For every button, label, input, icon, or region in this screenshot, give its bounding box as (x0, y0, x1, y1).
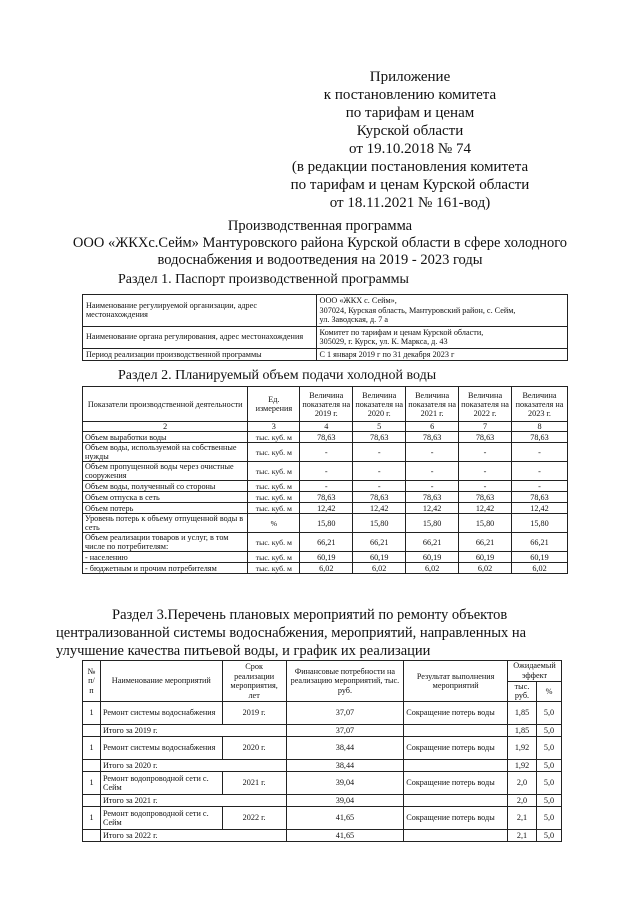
value-cell: 78,63 (512, 432, 568, 443)
total-finance: 39,04 (286, 795, 404, 807)
measure-result: Сокращение потерь воды (404, 772, 508, 795)
section3-heading-line: улучшение качества питьевой воды, и график их реализации (56, 643, 431, 659)
measure-finance: 41,65 (286, 807, 404, 830)
column-header: Величина показателя на 2022 г. (459, 387, 512, 422)
value-cell: - (353, 481, 406, 492)
effect-pct: 5,0 (536, 807, 561, 830)
value-cell: 15,80 (512, 514, 568, 533)
column-header: Величина показателя на 2020 г. (353, 387, 406, 422)
repair-measures-table (82, 660, 562, 842)
table-row (83, 443, 568, 462)
row-number: 1 (83, 807, 101, 830)
value-cell: 78,63 (406, 492, 459, 503)
value-cell: 78,63 (406, 432, 459, 443)
passport-value-line: С 1 января 2019 г по 31 декабря 2023 г (319, 349, 455, 359)
measure-name: Ремонт системы водоснабжения (100, 702, 222, 725)
value-cell: - (406, 443, 459, 462)
value-cell: - (512, 481, 568, 492)
measure-year: 2021 г. (222, 772, 286, 795)
column-header: Показатели производственной деятельности (83, 387, 248, 422)
passport-value-line: ул. Заводская, д. 7 а (319, 315, 389, 324)
value-cell: 60,19 (459, 552, 512, 563)
value-cell: - (459, 481, 512, 492)
table-row (83, 481, 568, 492)
program-title-line: водоснабжения и водоотведения на 2019 - 2023 годы (157, 252, 483, 268)
section3-heading-line: централизованной системы водоснабжения, мероприятий, направленных на (56, 625, 527, 641)
value-cell: 12,42 (512, 503, 568, 514)
table-row (83, 702, 562, 725)
passport-label: Период реализации производственной программы (83, 348, 317, 361)
appendix-line: к постановлению комитета (323, 87, 497, 103)
effect-pct: 5,0 (536, 737, 561, 760)
row-number: 1 (83, 737, 101, 760)
table-header-row (83, 387, 568, 422)
value-cell: 12,42 (459, 503, 512, 514)
value-cell: 60,19 (353, 552, 406, 563)
indicator-name: Объем реализации товаров и услуг, в том числе по потребителям: (83, 533, 248, 552)
passport-value-line: Комитет по тарифам и ценам Курской области, (319, 327, 484, 337)
indicator-name: Объем пропущенной воды через очистные сооружения (83, 462, 248, 481)
indicator-name: Объем выработки воды (83, 432, 248, 443)
total-spacer (404, 725, 508, 737)
repair-measures-body (83, 702, 562, 842)
column-header: % (536, 681, 561, 702)
passport-value-line: ООО «ЖКХ с. Сейм», (319, 296, 397, 305)
unit-cell: тыс. куб. м (248, 533, 300, 552)
total-row (83, 830, 562, 842)
total-finance: 41,65 (286, 830, 404, 842)
total-row (83, 760, 562, 772)
table-row (83, 772, 562, 795)
appendix-line: (в редакции постановления комитета (291, 159, 529, 175)
unit-cell: тыс. куб. м (248, 481, 300, 492)
total-label: Итого за 2020 г. (100, 760, 286, 772)
value-cell: 12,42 (406, 503, 459, 514)
measure-name: Ремонт водопроводной сети с. Сейм (100, 807, 222, 830)
unit-cell: тыс. куб. м (248, 492, 300, 503)
column-header: № п/ п (83, 661, 101, 702)
table-row (83, 503, 568, 514)
table-row (83, 552, 568, 563)
passport-value-line: 305029, г. Курск, ул. К. Маркса, д. 43 (319, 337, 448, 346)
total-spacer (404, 760, 508, 772)
section3-heading-line: Раздел 3.Перечень плановых мероприятий по ремонту объектов (112, 607, 508, 623)
appendix-line: от 18.11.2021 № 161-вод) (329, 195, 491, 211)
total-rub: 1,85 (508, 725, 537, 737)
total-label: Итого за 2021 г. (100, 795, 286, 807)
indicator-name: Объем воды, используемой на собственные нужды (83, 443, 248, 462)
value-cell: 12,42 (353, 503, 406, 514)
value-cell: 78,63 (300, 492, 353, 503)
measure-year: 2022 г. (222, 807, 286, 830)
total-rub: 2,0 (508, 795, 537, 807)
value-cell: - (459, 462, 512, 481)
unit-cell: % (248, 514, 300, 533)
value-cell: - (512, 443, 568, 462)
unit-cell: тыс. куб. м (248, 503, 300, 514)
table-row (83, 348, 568, 361)
value-cell: - (406, 462, 459, 481)
measure-finance: 37,07 (286, 702, 404, 725)
value-cell: 78,63 (353, 492, 406, 503)
measure-finance: 39,04 (286, 772, 404, 795)
column-header: Величина показателя на 2021 г. (406, 387, 459, 422)
column-number: 5 (353, 422, 406, 432)
value-cell: - (300, 443, 353, 462)
total-spacer (404, 830, 508, 842)
column-header: Результат выполнения мероприятий (404, 661, 508, 702)
passport-value-line: 307024, Курская область, Мантуровский район, с. Сейм, (319, 305, 516, 315)
value-cell: - (353, 443, 406, 462)
column-number: 6 (406, 422, 459, 432)
column-number: 8 (512, 422, 568, 432)
measure-result: Сокращение потерь воды (404, 807, 508, 830)
appendix-line: Приложение (369, 69, 451, 85)
passport-value (316, 326, 567, 348)
indicator-name: Объем воды, полученный со стороны (83, 481, 248, 492)
total-spacer (404, 795, 508, 807)
water-volume-body (83, 432, 568, 574)
total-rub: 1,92 (508, 760, 537, 772)
measure-finance: 38,44 (286, 737, 404, 760)
appendix-line: от 19.10.2018 № 74 (349, 141, 471, 157)
measure-name: Ремонт системы водоснабжения (100, 737, 222, 760)
total-rub: 2,1 (508, 830, 537, 842)
column-header: Наименование мероприятий (100, 661, 222, 702)
total-spacer (83, 830, 101, 842)
indicator-name: Объем потерь (83, 503, 248, 514)
value-cell: 12,42 (300, 503, 353, 514)
column-header: Срок реализации мероприятия, лет (222, 661, 286, 702)
value-cell: 66,21 (300, 533, 353, 552)
value-cell: 60,19 (300, 552, 353, 563)
row-number: 1 (83, 702, 101, 725)
effect-rub: 2,1 (508, 807, 537, 830)
row-number: 1 (83, 772, 101, 795)
total-row (83, 725, 562, 737)
total-pct: 5,0 (536, 830, 561, 842)
total-pct: 5,0 (536, 725, 561, 737)
value-cell: 15,80 (406, 514, 459, 533)
unit-cell: тыс. куб. м (248, 443, 300, 462)
value-cell: 6,02 (459, 563, 512, 574)
table-header-row (83, 661, 562, 682)
column-header: Ожидаемый эффект (508, 661, 562, 682)
value-cell: 15,80 (459, 514, 512, 533)
total-pct: 5,0 (536, 760, 561, 772)
passport-label: Наименование органа регулирования, адрес местонахождения (83, 326, 317, 348)
column-header: тыс. руб. (508, 681, 537, 702)
column-number: 7 (459, 422, 512, 432)
measure-name: Ремонт водопроводной сети с. Сейм (100, 772, 222, 795)
table-row (83, 462, 568, 481)
effect-pct: 5,0 (536, 772, 561, 795)
effect-rub: 1,92 (508, 737, 537, 760)
total-pct: 5,0 (536, 795, 561, 807)
column-header: Величина показателя на 2023 г. (512, 387, 568, 422)
appendix-line: по тарифам и ценам (345, 105, 475, 121)
table-row (83, 326, 568, 348)
passport-label: Наименование регулируемой организации, адрес местонахождения (83, 295, 317, 327)
table-row (83, 492, 568, 503)
indicator-name: Уровень потерь к объему отпущенной воды в сеть (83, 514, 248, 533)
unit-cell: тыс. куб. м (248, 563, 300, 574)
value-cell: 66,21 (459, 533, 512, 552)
value-cell: 78,63 (459, 432, 512, 443)
value-cell: 15,80 (300, 514, 353, 533)
column-number: 4 (300, 422, 353, 432)
passport-value (316, 295, 567, 327)
value-cell: 78,63 (512, 492, 568, 503)
value-cell: 60,19 (512, 552, 568, 563)
column-header: Финансовые потребности на реализацию мероприятий, тыс. руб. (286, 661, 404, 702)
total-spacer (83, 760, 101, 772)
value-cell: - (512, 462, 568, 481)
total-finance: 37,07 (286, 725, 404, 737)
table-row (83, 295, 568, 327)
value-cell: - (406, 481, 459, 492)
unit-cell: тыс. куб. м (248, 462, 300, 481)
unit-cell: тыс. куб. м (248, 552, 300, 563)
appendix-line: по тарифам и ценам Курской области (290, 177, 530, 193)
value-cell: 6,02 (406, 563, 459, 574)
table-row (83, 737, 562, 760)
passport-value (316, 348, 567, 361)
measure-result: Сокращение потерь воды (404, 737, 508, 760)
value-cell: 66,21 (353, 533, 406, 552)
value-cell: 78,63 (300, 432, 353, 443)
value-cell: 66,21 (512, 533, 568, 552)
value-cell: 60,19 (406, 552, 459, 563)
table-row (83, 533, 568, 552)
table-row (83, 807, 562, 830)
total-finance: 38,44 (286, 760, 404, 772)
column-header: Величина показателя на 2019 г. (300, 387, 353, 422)
value-cell: 78,63 (459, 492, 512, 503)
value-cell: 6,02 (300, 563, 353, 574)
value-cell: 66,21 (406, 533, 459, 552)
measure-result: Сокращение потерь воды (404, 702, 508, 725)
program-title (60, 218, 580, 269)
value-cell: 15,80 (353, 514, 406, 533)
value-cell: - (300, 462, 353, 481)
program-title-line: Производственная программа (227, 218, 413, 234)
water-volume-table (82, 386, 568, 574)
indicator-name: - бюджетным и прочим потребителям (83, 563, 248, 574)
value-cell: 78,63 (353, 432, 406, 443)
column-number: 3 (248, 422, 300, 432)
table-row (83, 432, 568, 443)
total-spacer (83, 725, 101, 737)
section3-heading (56, 606, 586, 660)
section1-heading: Раздел 1. Паспорт производственной программы (118, 272, 409, 287)
total-label: Итого за 2022 г. (100, 830, 286, 842)
column-number: 2 (83, 422, 248, 432)
section2-heading: Раздел 2. Планируемый объем подачи холодной воды (118, 368, 437, 383)
measure-year: 2019 г. (222, 702, 286, 725)
effect-pct: 5,0 (536, 702, 561, 725)
column-header: Ед. измерения (248, 387, 300, 422)
unit-cell: тыс. куб. м (248, 432, 300, 443)
measure-year: 2020 г. (222, 737, 286, 760)
indicator-name: - населению (83, 552, 248, 563)
value-cell: - (300, 481, 353, 492)
effect-rub: 1,85 (508, 702, 537, 725)
table-row (83, 514, 568, 533)
value-cell: 6,02 (512, 563, 568, 574)
total-spacer (83, 795, 101, 807)
program-title-line: ООО «ЖКХс.Сейм» Мантуровского района Курской области в сфере холодного (72, 235, 568, 251)
passport-table (82, 294, 568, 361)
appendix-header (280, 68, 540, 212)
value-cell: - (353, 462, 406, 481)
appendix-line: Курской области (356, 123, 464, 139)
total-label: Итого за 2019 г. (100, 725, 286, 737)
total-row (83, 795, 562, 807)
value-cell: 6,02 (353, 563, 406, 574)
column-number-row (83, 422, 568, 432)
table-row (83, 563, 568, 574)
value-cell: - (459, 443, 512, 462)
indicator-name: Объем отпуска в сеть (83, 492, 248, 503)
effect-rub: 2,0 (508, 772, 537, 795)
